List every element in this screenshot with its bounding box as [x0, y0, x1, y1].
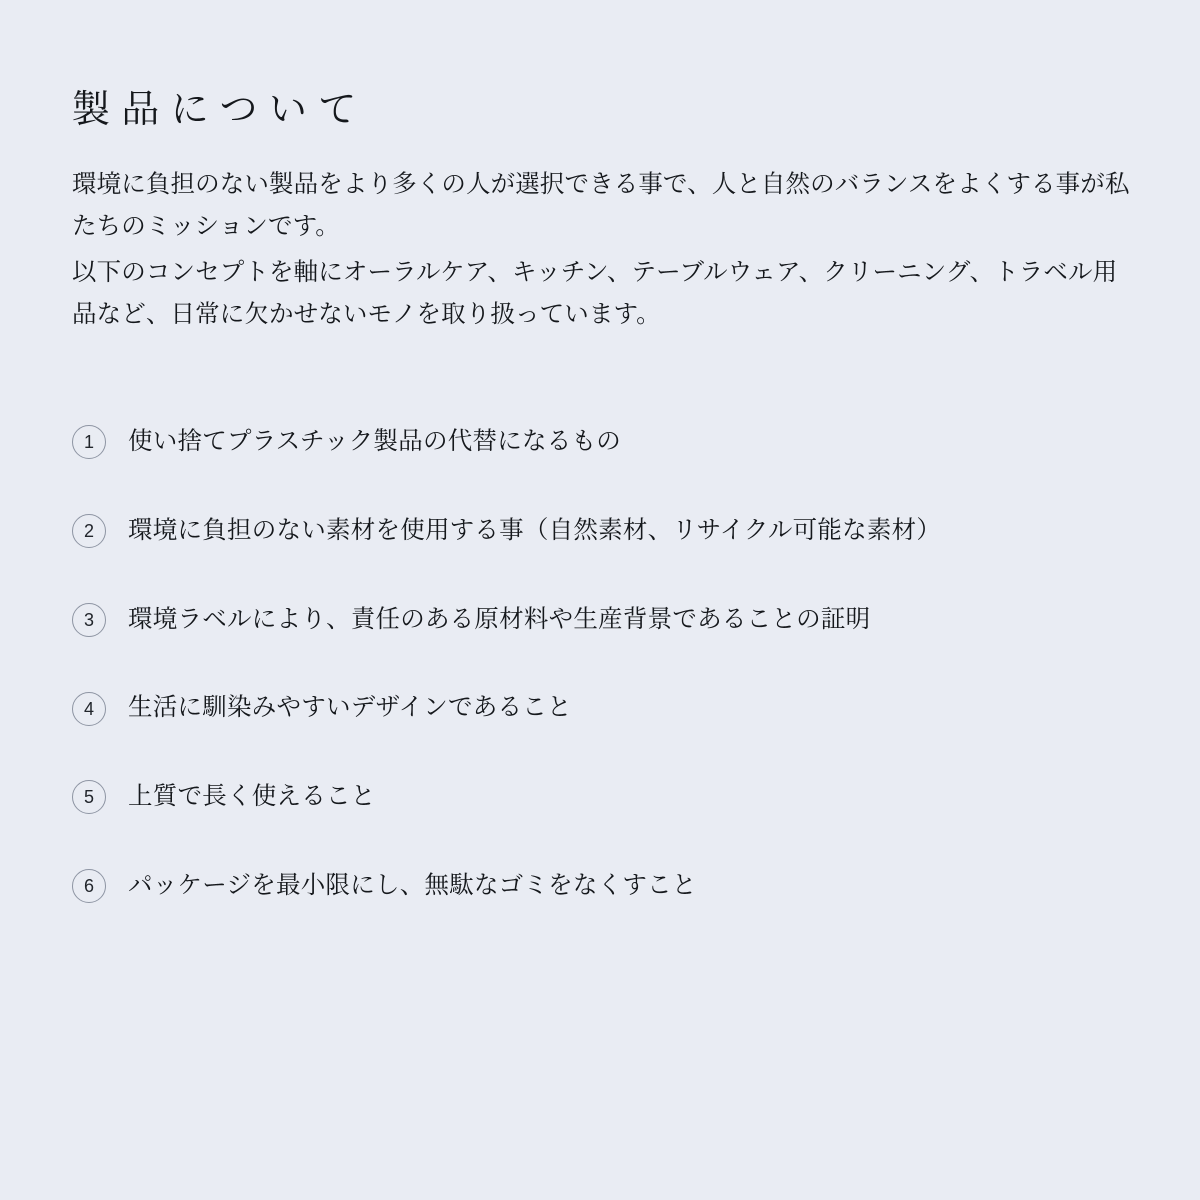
- number-badge: 1: [72, 425, 106, 459]
- list-item: [72, 868, 1130, 905]
- lead-paragraph: 環境に負担のない製品をより多くの人が選択できる事で、人と自然のバランスをよくする事が私たちのミッションです。: [72, 170, 1130, 240]
- lead-paragraph: 以下のコンセプトを軸にオーラルケア、キッチン、テーブルウェア、クリーニング、トラベル用品など、日常に欠かせないモノを取り扱っています。: [72, 258, 1118, 328]
- number-badge: 4: [72, 692, 106, 726]
- list-item: [72, 690, 1130, 727]
- number-badge: 6: [72, 869, 106, 903]
- concept-text: 使い捨てプラスチック製品の代替になるもの: [128, 428, 621, 456]
- concept-text: 上質で長く使えること: [128, 783, 376, 811]
- list-item: [72, 513, 1130, 550]
- concept-text: 生活に馴染みやすいデザインであること: [128, 694, 572, 722]
- number-badge: 5: [72, 780, 106, 814]
- number-badge: 2: [72, 514, 106, 548]
- page-title: 製品について: [72, 89, 368, 131]
- concept-text: パッケージを最小限にし、無駄なゴミをなくすこと: [128, 871, 697, 899]
- concept-text: 環境ラベルにより、責任のある原材料や生産背景であることの証明: [128, 605, 871, 633]
- list-item: [72, 602, 1130, 639]
- list-item: [72, 424, 1130, 461]
- lead-paragraphs: [72, 164, 1130, 337]
- list-item: [72, 779, 1130, 816]
- concept-text: 環境に負担のない素材を使用する事（自然素材、リサイクル可能な素材）: [128, 516, 942, 544]
- concept-list: [72, 424, 1130, 905]
- number-badge: 3: [72, 603, 106, 637]
